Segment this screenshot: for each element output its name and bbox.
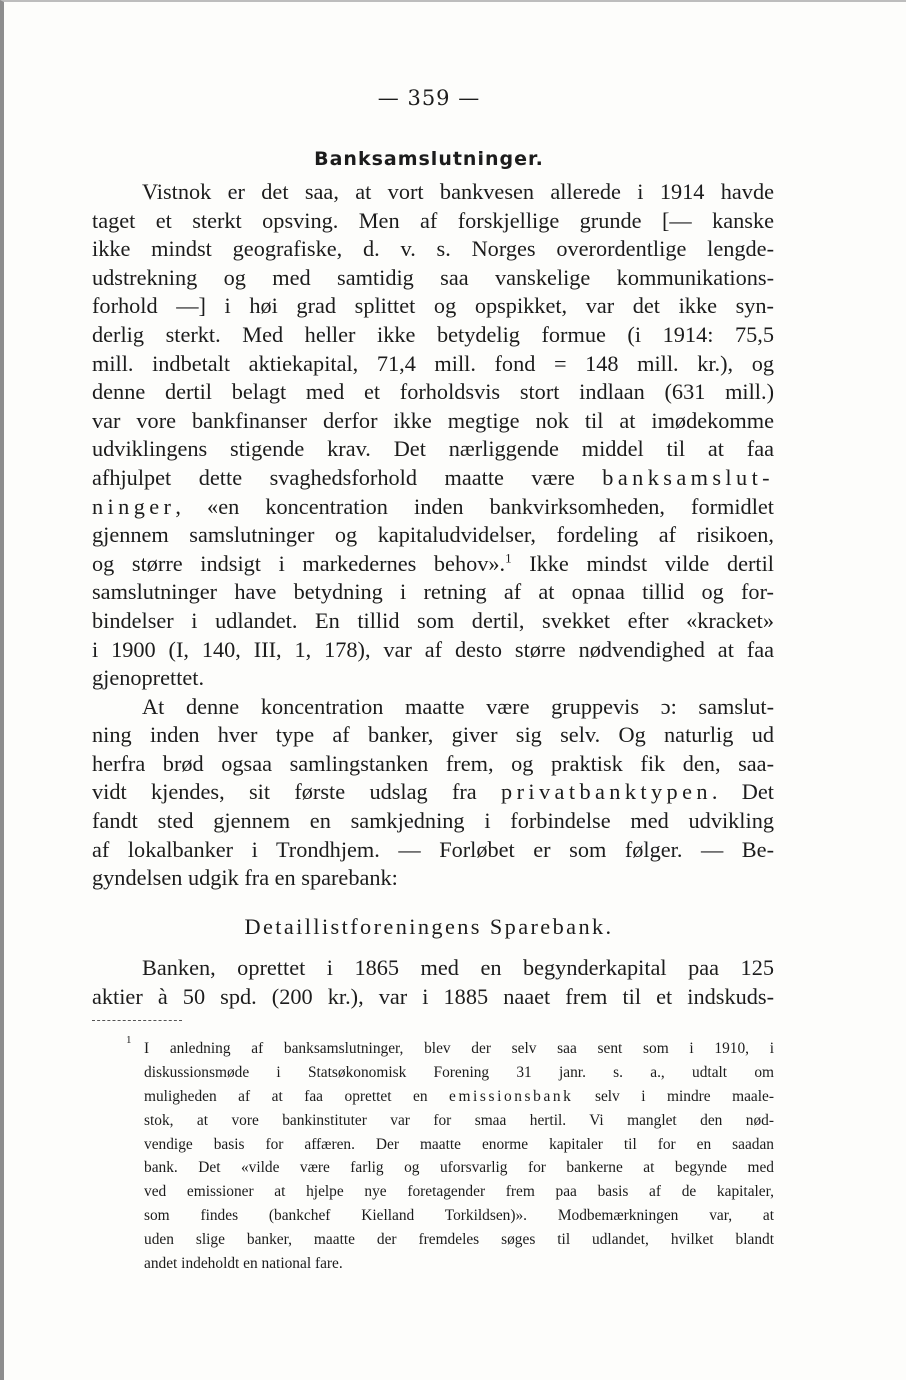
- footnote-line: stok, at vore bankinstituter var for smaa hertil. Vi manglet den nød-: [144, 1111, 774, 1129]
- text-line: af lokalbanker i Trondhjem. — Forløbet er som følger. — Be-: [92, 836, 774, 862]
- text-line: gyndelsen udgik fra en sparebank:: [92, 865, 398, 891]
- text-fragment: selv i mindre maale-: [573, 1087, 774, 1105]
- footnote-line: I anledning af banksamslutninger, blev der selv saa sent som i 1910, i: [144, 1040, 774, 1057]
- emphasis-spaced: privatbanktypen: [501, 779, 712, 805]
- subsection-title: Detaillistforeningens Sparebank.: [244, 914, 614, 939]
- text-fragment: og større indsigt i markedernes behov».: [92, 550, 506, 576]
- text-fragment: . Det: [711, 779, 774, 805]
- footnote-line: andet indeholdt en national fare.: [144, 1255, 343, 1273]
- footnote-line: som findes (bankchef Kielland Torkildsen)». Modbemærkningen var, at: [144, 1207, 774, 1225]
- text-fragment: afhjulpet dette svaghedsforhold maatte være: [92, 464, 575, 490]
- footnote-line: uden slige banker, maatte der fremdeles søges til udlandet, hvilket blandt: [144, 1231, 774, 1249]
- text-line: herfra brød ogsaa samlingstanken frem, og praktisk fik den, saa-: [92, 750, 774, 776]
- text-line: [92, 493, 774, 522]
- text-line: aktier à 50 spd. (200 kr.), var i 1885 naaet frem til et indskuds-: [92, 983, 774, 1009]
- text-line: Banken, oprettet i 1865 med en begynderkapital paa 125: [142, 955, 774, 980]
- footnote-line: diskussionsmøde i Statsøkonomisk Forening 31 janr. s. a., udtalt om: [144, 1063, 774, 1081]
- text-line: i 1900 (I, 140, III, 1, 178), var af desto større nødvendighed at faa: [92, 636, 774, 662]
- text-line: mill. indbetalt aktiekapital, 71,4 mill. fond = 148 mill. kr.), og: [92, 350, 774, 376]
- text-fragment: , «en koncentration inden bankvirksomheden, formidlet: [175, 493, 774, 519]
- footnote-divider: [92, 1020, 182, 1021]
- text-line: denne dertil belagt med et forholdsvis stort indlaan (631 mill.): [92, 379, 774, 405]
- text-fragment: Ikke mindst vilde dertil: [511, 550, 774, 576]
- text-line: Vistnok er det saa, at vort bankvesen allerede i 1914 havde: [142, 179, 774, 204]
- text-line: ikke mindst geografiske, d. v. s. Norges overordentlige lengde-: [92, 236, 774, 262]
- section-title: Banksamslutninger.: [314, 148, 544, 170]
- footnote-line: bank. Det «vilde være farlig og uforsvarlig for bankerne at begynde med: [144, 1159, 774, 1177]
- emphasis-spaced: ninger: [92, 493, 176, 519]
- text-line: gjenoprettet.: [92, 665, 205, 691]
- text-line: var vore bankfinanser derfor ikke megtige nok til at imødekomme: [92, 407, 774, 433]
- body-text: [92, 178, 774, 893]
- text-line: [92, 778, 774, 807]
- text-line: derlig sterkt. Med heller ikke betydelig formue (i 1914: 75,5: [92, 321, 774, 347]
- page-number: — 359 —: [377, 86, 481, 110]
- text-fragment: muligheden af at faa oprettet en: [144, 1087, 428, 1105]
- subsection-text: [92, 954, 774, 1011]
- text-line: taget et sterkt opsving. Men af forskjellige grunde [— kanske: [92, 207, 774, 233]
- emphasis-spaced: emissionsbank: [449, 1087, 574, 1105]
- footnote: [126, 1034, 774, 1276]
- text-line: ning inden hver type af banker, giver sig selv. Og naturlig ud: [92, 722, 774, 748]
- text-line: fandt sted gjennem en samkjedning i forbindelse med udvikling: [92, 808, 774, 834]
- text-line: udstrekning og med samtidig saa vanskelige kommunikations-: [92, 264, 774, 290]
- footnote-line: vendige basis for affæren. Der maatte enorme kapitaler til for en saadan: [144, 1135, 774, 1153]
- footnote-ref: 1: [505, 550, 512, 566]
- text-line: [92, 550, 774, 579]
- text-line: At denne koncentration maatte være gruppevis ɔ: samslut-: [142, 693, 774, 719]
- text-line: samslutninger have betydning i retning af at opnaa tillid og for-: [92, 579, 774, 605]
- text-line: udviklingens stigende krav. Det nærliggende middel til at faa: [92, 436, 774, 462]
- text-line: forhold —] i høi grad splittet og opspikket, var det ikke syn-: [92, 293, 774, 319]
- text-line: gjennem samslutninger og kapitaludvidelser, fordeling af risikoen,: [92, 522, 774, 548]
- text-line: bindelser i udlandet. En tillid som dertil, svekket efter «kracket»: [92, 607, 774, 633]
- footnote-line: ved emissioner at hjelpe nye foretagender frem paa basis af de kapitaler,: [144, 1183, 774, 1201]
- footnote-marker: 1: [126, 1034, 132, 1046]
- emphasis-spaced: banksamslut-: [602, 464, 774, 490]
- text-fragment: vidt kjendes, sit første udslag fra: [92, 779, 477, 805]
- footnote-line: [144, 1085, 774, 1109]
- text-line: [92, 464, 774, 493]
